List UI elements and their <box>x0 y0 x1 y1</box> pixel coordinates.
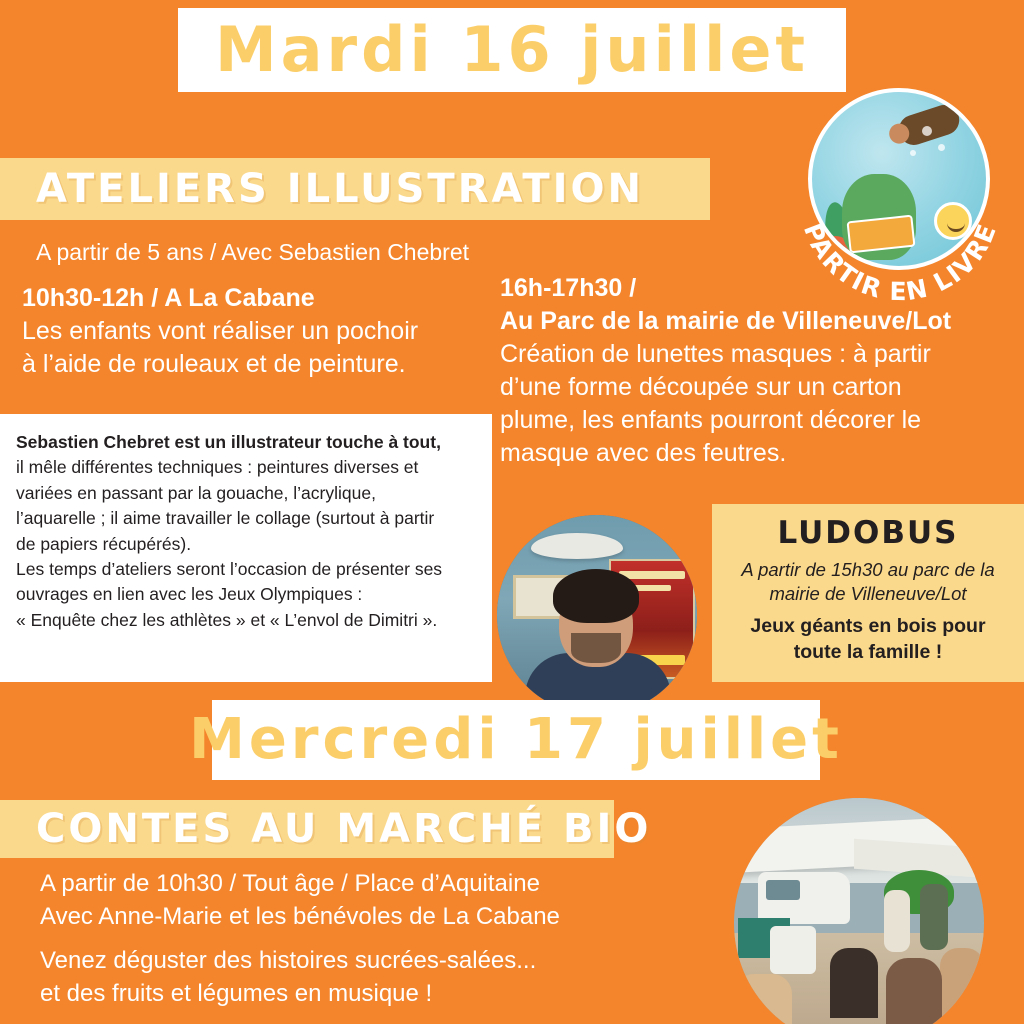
person-shape <box>940 948 984 1024</box>
ludobus-when-line1: A partir de 15h30 au parc de la <box>741 559 995 581</box>
date-banner-mercredi <box>189 700 843 780</box>
workshop-left-time-place: 10h30-12h / A La Cabane <box>22 284 315 312</box>
ludobus-when-line2: mairie de Villeneuve/Lot <box>769 583 967 605</box>
workshop-right-line3: plume, les enfants pourront décorer le <box>500 406 922 434</box>
section-title-ateliers <box>0 158 710 220</box>
workshop-left-line2: à l’aide de rouleaux et de peinture. <box>22 350 406 378</box>
date-banner-mardi <box>178 8 846 92</box>
workshop-left-line1: Les enfants vont réaliser un pochoir <box>22 317 419 345</box>
bio-line6: ouvrages en lien avec les Jeux Olympiques : <box>16 584 363 605</box>
section-title-contes-text: CONTES AU MARCHÉ BIO <box>36 806 652 852</box>
ateliers-subtitle: A partir de 5 ans / Avec Sebastien Chebret <box>36 239 470 265</box>
ludobus-note-line1: Jeux géants en bois pour <box>750 615 986 638</box>
van-window-shape <box>766 880 800 900</box>
workshop-right-place: Au Parc de la mairie de Villeneuve/Lot <box>500 307 952 335</box>
bio-lead-text: Sebastien Chebret est un illustrateur touche à tout, <box>16 432 441 452</box>
person-shape <box>884 890 910 952</box>
contes-text-block <box>40 868 680 1011</box>
bio-line7: « Enquête chez les athlètes » et « L’envol de Dimitri ». <box>16 609 438 630</box>
bio-line5: Les temps d’ateliers seront l’occasion de présenter ses <box>16 558 443 579</box>
ludobus-note <box>728 614 1008 665</box>
date-banner-mardi-text: Mardi 16 juillet <box>214 13 810 86</box>
artist-portrait-photo <box>497 515 697 715</box>
person-shape <box>920 884 948 950</box>
workshop-right-line2: d’une forme découpée sur un carton <box>500 373 902 401</box>
person-shape <box>734 974 792 1024</box>
contes-line2: Avec Anne-Marie et les bénévoles de La Cabane <box>40 902 560 930</box>
person-shape <box>830 948 878 1018</box>
bio-lead <box>16 430 478 455</box>
workshop-right-line1: Création de lunettes masques : à partir <box>500 340 931 368</box>
artist-bio-box <box>0 414 492 682</box>
section-title-ateliers-text: ATELIERS ILLUSTRATION <box>36 166 644 212</box>
bio-line1: il mêle différentes techniques : peintures diverses et <box>16 457 419 478</box>
workshop-right-line4: masque avec des feutres. <box>500 439 787 467</box>
portrait-hair-shape <box>553 569 639 623</box>
workshop-right-time: 16h-17h30 / <box>500 274 637 302</box>
section-title-contes <box>0 800 652 858</box>
workshop-left-column <box>22 282 482 381</box>
portrait-beard-shape <box>571 633 621 663</box>
bio-line4: de papiers récupérés). <box>16 533 192 554</box>
person-shape <box>886 958 942 1024</box>
bio-line3: l’aquarelle ; il aime travailler le collage (surtout à partir <box>16 508 435 529</box>
lamp-shape <box>531 533 623 559</box>
logo-text: PARTIR EN LIVRE <box>797 219 1003 307</box>
van-shape <box>758 872 850 924</box>
contes-line3: Venez déguster des histoires sucrées-salées... <box>40 947 537 975</box>
ludobus-box <box>712 504 1024 682</box>
market-photo <box>734 798 984 1024</box>
chair-shape <box>770 926 816 974</box>
ludobus-title: LUDOBUS <box>777 515 959 551</box>
bio-line2: variées en passant par la gouache, l’acrylique, <box>16 482 376 503</box>
contes-line4: et des fruits et légumes en musique ! <box>40 979 433 1007</box>
ludobus-when <box>728 558 1008 606</box>
contes-line1: A partir de 10h30 / Tout âge / Place d’Aquitaine <box>40 870 540 897</box>
date-banner-mercredi-text: Mercredi 17 juillet <box>189 707 843 772</box>
ludobus-note-line2: toute la famille ! <box>793 640 943 663</box>
workshop-right-column <box>500 272 1010 470</box>
